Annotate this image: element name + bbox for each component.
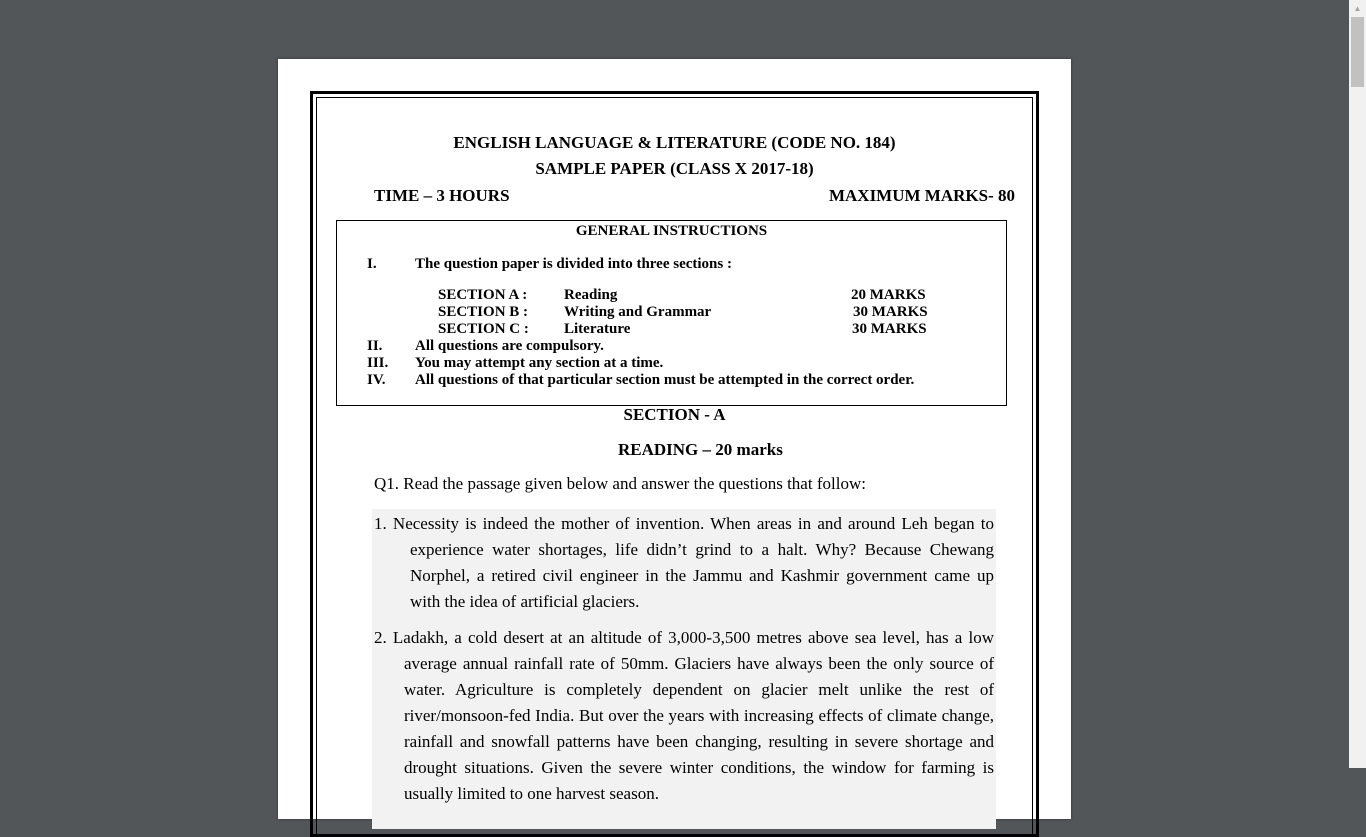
general-instructions-box [336, 220, 1007, 406]
section-a-heading: SECTION - A [623, 405, 726, 424]
document-page [278, 59, 1071, 819]
section-label: SECTION C : [438, 321, 529, 337]
section-name: Reading [564, 287, 618, 303]
instruction-text: All questions of that particular section must be attempted in the correct order. [415, 372, 915, 388]
paper-subtitle: SAMPLE PAPER (CLASS X 2017-18) [535, 159, 814, 178]
reading-heading: READING – 20 marks [618, 440, 783, 459]
section-name: Literature [564, 321, 631, 337]
passage-paragraph: 1. Necessity is indeed the mother of invention. When areas in and around Leh began to experience water shortages, life didn’t grind to a halt. Why? Because Chewang Norphel, a retired civil engineer in the Jammu and Kashmir government came up with the idea of artificial glaciers. [374, 514, 994, 611]
instruction-text: You may attempt any section at a time. [415, 355, 664, 371]
section-label: SECTION B : [438, 304, 529, 320]
instruction-number: II. [367, 338, 383, 354]
scrollbar-thumb[interactable] [1351, 17, 1364, 87]
passage-paragraph: 2. Ladakh, a cold desert at an altitude of 3,000-3,500 metres above sea level, has a low average annual rainfall rate of 50mm. Glaciers have always been the only source of water. Agriculture is completely dependent on glacier melt unlike the rest of river/monsoon-fed India. But over the years with increasing effects of climate change, rainfall and snowfall patterns have been changing, resulting in severe shortage and drought situations. Given the severe winter conditions, the window for farming is usually limited to one harvest season. [374, 628, 994, 803]
section-name: Writing and Grammar [564, 304, 712, 320]
time-allowed: TIME – 3 HOURS [374, 186, 510, 205]
general-instructions-heading: GENERAL INSTRUCTIONS [575, 223, 768, 239]
section-label: SECTION A : [438, 287, 528, 303]
instruction-text: The question paper is divided into three sections : [415, 256, 732, 272]
reading-passage [372, 509, 996, 829]
instruction-number: I. [367, 256, 377, 272]
instruction-number: IV. [367, 372, 386, 388]
maximum-marks: MAXIMUM MARKS- 80 [828, 186, 1015, 205]
section-marks: 30 MARKS [853, 304, 928, 320]
vertical-scrollbar[interactable] [1349, 0, 1366, 768]
section-marks: 20 MARKS [851, 287, 926, 303]
instruction-number: III. [367, 355, 389, 371]
question-1: Q1. Read the passage given below and answer the questions that follow: [374, 474, 866, 493]
instruction-text: All questions are compulsory. [415, 338, 604, 354]
scroll-up-icon[interactable]: ▲ [1353, 4, 1362, 13]
section-marks: 30 MARKS [852, 321, 927, 337]
paper-title: ENGLISH LANGUAGE & LITERATURE (CODE NO. 184) [453, 133, 896, 152]
